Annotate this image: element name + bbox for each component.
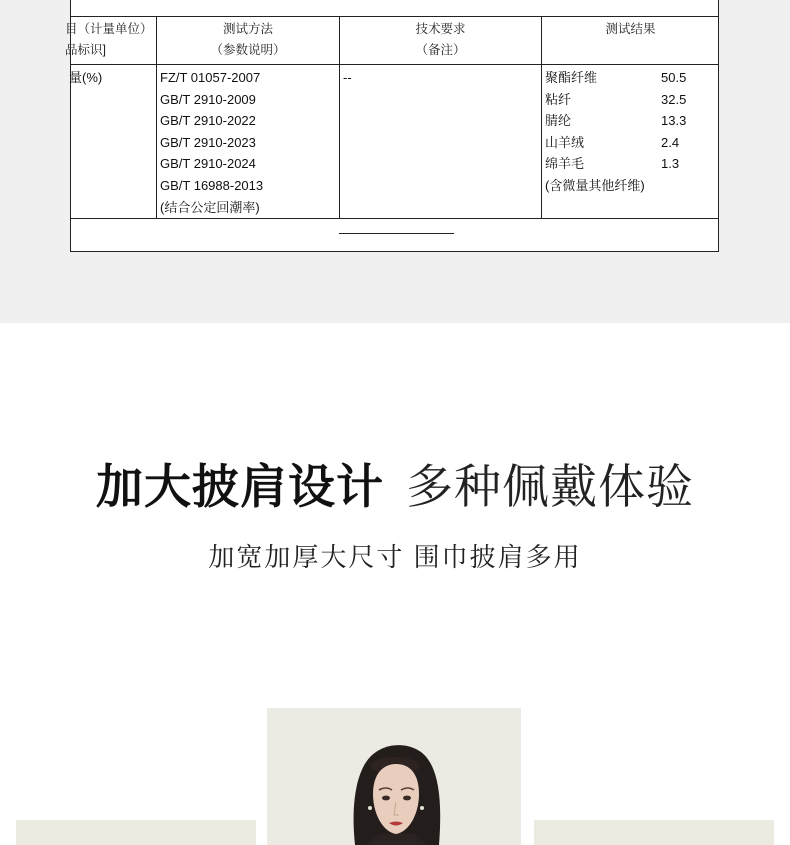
header-item <box>65 19 153 61</box>
test-report-table <box>65 0 719 252</box>
product-photo-left <box>16 820 256 845</box>
result-note: (含微量其他纤维) <box>545 177 645 193</box>
result-row <box>545 110 695 132</box>
fiber-name: 聚酯纤维 <box>545 70 598 85</box>
fiber-value: 2.4 <box>661 134 680 150</box>
method-line: GB/T 16988-2013 <box>160 177 264 193</box>
header-method-line1: 测试方法 <box>222 22 273 36</box>
header-result <box>542 19 719 40</box>
feature-title-light: 多种佩戴体验 <box>406 460 694 513</box>
result-row <box>545 153 695 175</box>
feature-title <box>0 457 790 517</box>
header-rule <box>71 64 718 65</box>
product-photo-model <box>267 708 521 845</box>
fiber-value: 32.5 <box>661 91 687 107</box>
result-row <box>545 89 695 111</box>
earring <box>420 806 424 810</box>
fiber-value: 50.5 <box>661 70 687 85</box>
fiber-name: 山羊绒 <box>545 134 585 150</box>
result-row <box>545 132 695 154</box>
column-divider <box>541 16 542 219</box>
result-row <box>545 67 695 89</box>
header-requirement-line1: 技术要求 <box>415 22 466 36</box>
header-item-line1: 目（计量单位） <box>65 22 153 36</box>
header-result-line1: 测试结果 <box>605 22 656 36</box>
earring <box>368 806 372 810</box>
item-cell: 量(%) <box>69 70 103 85</box>
method-cell <box>160 67 263 218</box>
model-illustration <box>267 708 521 845</box>
header-method <box>157 19 339 61</box>
fiber-value: 13.3 <box>661 113 687 129</box>
product-photo-right <box>534 820 774 845</box>
signature-line <box>339 233 454 234</box>
method-line: GB/T 2910-2023 <box>160 134 256 150</box>
header-requirement <box>340 19 541 61</box>
header-method-line2: （参数说明） <box>210 43 286 57</box>
feature-title-bold: 加大披肩设计 <box>96 460 384 513</box>
requirement-cell: -- <box>343 70 352 85</box>
right-eye <box>403 796 411 801</box>
header-requirement-line2: （备注） <box>415 43 466 57</box>
header-item-line2: 品标识] <box>65 43 106 57</box>
left-eye <box>382 796 390 801</box>
fiber-name: 绵羊毛 <box>545 156 585 172</box>
method-line: GB/T 2910-2009 <box>160 91 256 107</box>
fiber-value: 1.3 <box>661 156 680 172</box>
method-line: FZ/T 01057-2007 <box>160 70 261 85</box>
fiber-name: 粘纤 <box>545 91 572 107</box>
result-cell <box>545 67 695 197</box>
method-line: (结合公定回潮率) <box>160 199 260 215</box>
feature-subtitle: 加宽加厚大尺寸 围巾披肩多用 <box>208 542 582 572</box>
table-top-rule <box>71 16 718 17</box>
fiber-name: 腈纶 <box>545 113 572 129</box>
method-line: GB/T 2910-2022 <box>160 113 256 129</box>
method-line: GB/T 2910-2024 <box>160 156 256 172</box>
